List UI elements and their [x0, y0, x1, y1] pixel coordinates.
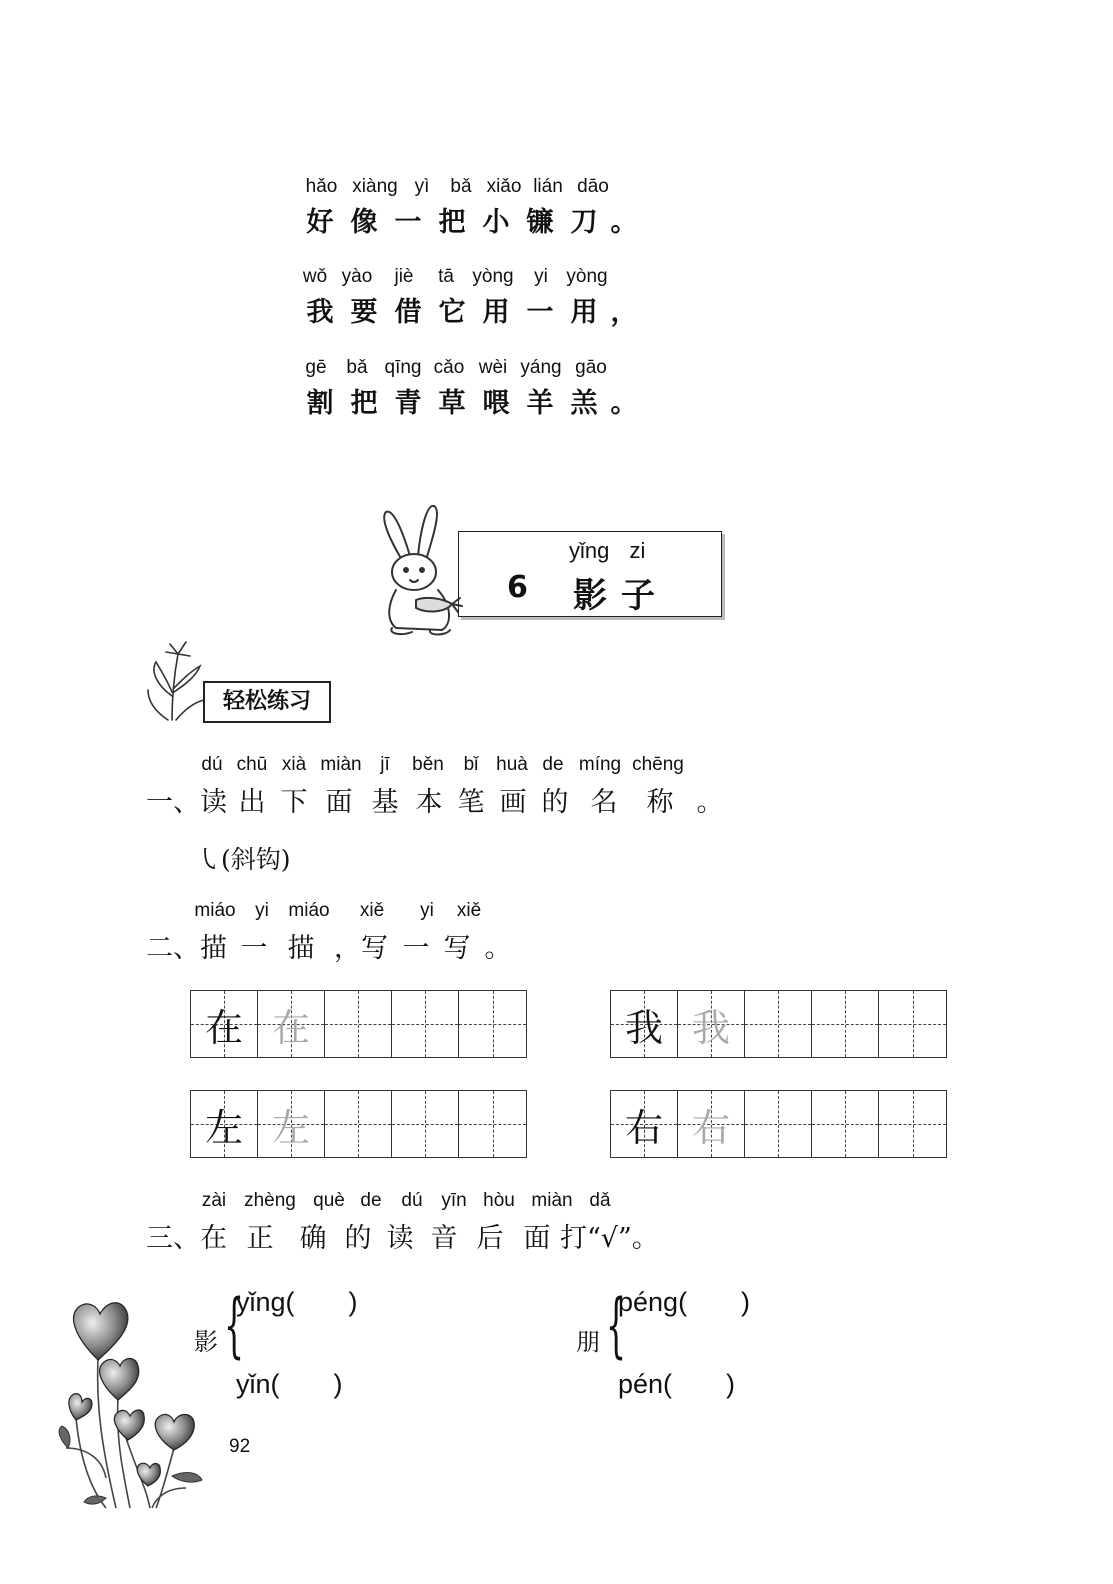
- poem-pinyin-row: [298, 176, 642, 200]
- pinyin: bǎ: [450, 176, 472, 197]
- hanzi: ，写: [334, 933, 388, 964]
- pinyin: cǎo: [433, 357, 465, 378]
- trace-char: 左: [271, 1105, 310, 1150]
- hanzi: 喂: [482, 388, 510, 419]
- trace-char: 右: [691, 1105, 730, 1150]
- hanzi: 二、描: [146, 933, 227, 964]
- hanzi: 我: [306, 297, 334, 328]
- pinyin: yi: [420, 900, 434, 921]
- hanzi: 草: [438, 388, 466, 419]
- pinyin: tā: [438, 266, 454, 287]
- grid-cell[interactable]: [678, 1091, 745, 1157]
- choice-option[interactable]: pén( ): [618, 1369, 736, 1399]
- hanzi: 确: [299, 1223, 327, 1254]
- page-number: 92: [229, 1436, 251, 1457]
- pinyin: dāo: [577, 176, 609, 197]
- pinyin: què: [313, 1190, 345, 1211]
- hanzi: 羊: [526, 388, 554, 419]
- lesson-number: 6: [507, 570, 528, 605]
- hanzi: 出: [238, 787, 266, 818]
- section-label: 轻松练习: [203, 681, 331, 723]
- pinyin: běn: [412, 754, 444, 775]
- hanzi: 一、读: [146, 787, 227, 818]
- q3-pinyin-row: [194, 1190, 620, 1212]
- brace-icon: {: [224, 1284, 245, 1366]
- q1-pinyin-row: [192, 754, 688, 776]
- punctuation: 。: [696, 787, 724, 818]
- writing-grid-zai: [190, 990, 527, 1058]
- grid-cell[interactable]: [745, 1091, 812, 1157]
- pinyin: yòng: [566, 266, 608, 287]
- grid-cell[interactable]: [745, 991, 812, 1057]
- hanzi: 音: [430, 1223, 458, 1254]
- pinyin: yi: [255, 900, 269, 921]
- grid-cell[interactable]: [392, 991, 459, 1057]
- pinyin: bǐ: [463, 754, 479, 775]
- hanzi: 借: [394, 297, 422, 328]
- pinyin: míng: [578, 754, 622, 775]
- pinyin: dú: [401, 1190, 423, 1211]
- pinyin: yīn: [441, 1190, 467, 1211]
- model-char: 左: [204, 1105, 243, 1150]
- grid-cell: [191, 1091, 258, 1157]
- model-char: 我: [624, 1005, 663, 1050]
- choice-option[interactable]: péng( ): [618, 1287, 751, 1317]
- q3-question: [146, 1216, 690, 1255]
- punctuation: 。: [484, 933, 512, 964]
- poem-line-3: [298, 357, 642, 417]
- trace-char: 在: [271, 1005, 310, 1050]
- hanzi: 称: [646, 787, 674, 818]
- pinyin: miàn: [531, 1190, 573, 1211]
- pinyin: lián: [533, 176, 563, 197]
- hanzi: 镰: [526, 207, 554, 238]
- hanzi: 用: [570, 297, 598, 328]
- pinyin: de: [360, 1190, 382, 1211]
- q2-pinyin-row: [190, 900, 494, 922]
- hanzi: 刀: [570, 207, 598, 238]
- poem-hanzi-row: [298, 200, 642, 236]
- heart-flowers-decoration: [46, 1298, 216, 1510]
- brace-icon: {: [606, 1284, 627, 1366]
- hanzi: 面: [325, 787, 353, 818]
- pinyin: miàn: [320, 754, 362, 775]
- hanzi: 好: [306, 207, 334, 238]
- hanzi: 用: [482, 297, 510, 328]
- hanzi: 打“√”。: [560, 1223, 659, 1254]
- punctuation: 。: [610, 207, 638, 238]
- pinyin: hòu: [483, 1190, 515, 1211]
- hanzi: 把: [438, 207, 466, 238]
- hanzi: 羔: [570, 388, 598, 419]
- pinyin: bǎ: [346, 357, 368, 378]
- poem-pinyin-row: [298, 357, 642, 381]
- pinyin: yòng: [472, 266, 514, 287]
- grid-cell: [611, 1091, 678, 1157]
- q2-question: [146, 926, 518, 965]
- writing-grid-zuo: [190, 1090, 527, 1158]
- pinyin: wèi: [478, 357, 508, 378]
- poem-hanzi-row: [298, 381, 642, 417]
- writing-grid-wo: [610, 990, 947, 1058]
- pinyin: jiè: [394, 266, 414, 287]
- choice-char-peng: 朋: [576, 1328, 600, 1356]
- hanzi: 一: [394, 207, 422, 238]
- q1-question: [146, 780, 732, 819]
- grid-cell[interactable]: [879, 1091, 946, 1157]
- hanzi: 一: [526, 297, 554, 328]
- lesson-title-pinyin: yǐng zi: [569, 538, 646, 563]
- pinyin: yì: [414, 176, 430, 197]
- writing-grid-you: [610, 1090, 947, 1158]
- hanzi: 写: [443, 933, 471, 964]
- grid-cell: [191, 991, 258, 1057]
- pinyin: jī: [380, 754, 390, 775]
- grid-cell[interactable]: [459, 1091, 526, 1157]
- hanzi: 描: [287, 933, 315, 964]
- hanzi: 小: [482, 207, 510, 238]
- pinyin: huà: [496, 754, 528, 775]
- grid-cell[interactable]: [678, 991, 745, 1057]
- grid-cell: [611, 991, 678, 1057]
- pinyin: xiǎo: [486, 176, 522, 197]
- pinyin: xiě: [456, 900, 482, 921]
- choice-option[interactable]: yǐng( ): [236, 1287, 358, 1317]
- hanzi: 像: [350, 207, 378, 238]
- grid-cell[interactable]: [392, 1091, 459, 1157]
- pinyin: chēng: [632, 754, 684, 775]
- pinyin: wǒ: [302, 266, 328, 287]
- hanzi: 的: [344, 1223, 372, 1254]
- hanzi: 画: [499, 787, 527, 818]
- pinyin: xiě: [359, 900, 385, 921]
- pinyin: xià: [281, 754, 307, 775]
- hanzi: 本: [415, 787, 443, 818]
- flower-decoration: [142, 636, 212, 726]
- lesson-title: 影子: [573, 576, 669, 616]
- hanzi: 读: [386, 1223, 414, 1254]
- hanzi: 后: [476, 1223, 504, 1254]
- hanzi: 它: [438, 297, 466, 328]
- hanzi: 基: [371, 787, 399, 818]
- model-char: 右: [624, 1105, 663, 1150]
- grid-cell[interactable]: [812, 1091, 879, 1157]
- hanzi: 正: [246, 1223, 274, 1254]
- hanzi: 笔: [457, 787, 485, 818]
- grid-cell[interactable]: [325, 1091, 392, 1157]
- pinyin: dú: [201, 754, 223, 775]
- pinyin: xiàng: [352, 176, 398, 197]
- grid-cell[interactable]: [258, 991, 325, 1057]
- pinyin: dǎ: [589, 1190, 611, 1211]
- grid-cell[interactable]: [258, 1091, 325, 1157]
- pinyin: miáo: [288, 900, 330, 921]
- punctuation: ，: [610, 297, 638, 328]
- punctuation: 。: [610, 388, 638, 419]
- hanzi: 要: [350, 297, 378, 328]
- hanzi: 割: [306, 388, 334, 419]
- pinyin: yào: [341, 266, 373, 287]
- hanzi: 一: [240, 933, 268, 964]
- grid-cell[interactable]: [459, 991, 526, 1057]
- hanzi: 三、在: [146, 1223, 227, 1254]
- pinyin: miáo: [194, 900, 236, 921]
- pinyin: de: [542, 754, 564, 775]
- choice-char-ying: 影: [194, 1328, 218, 1356]
- grid-cell[interactable]: [325, 991, 392, 1057]
- pinyin: yi: [534, 266, 548, 287]
- pinyin: qīng: [384, 357, 422, 378]
- pinyin: chū: [236, 754, 268, 775]
- grid-cell[interactable]: [812, 991, 879, 1057]
- grid-cell[interactable]: [879, 991, 946, 1057]
- choice-option[interactable]: yǐn( ): [236, 1369, 343, 1399]
- hanzi: 青: [394, 388, 422, 419]
- pinyin: zài: [201, 1190, 227, 1211]
- trace-char: 我: [691, 1005, 730, 1050]
- hanzi: 面: [523, 1223, 551, 1254]
- hanzi: 下: [280, 787, 308, 818]
- poem-pinyin-row: [298, 266, 642, 290]
- pinyin: yáng: [520, 357, 562, 378]
- hanzi: 把: [350, 388, 378, 419]
- hanzi: 名: [590, 787, 618, 818]
- poem-hanzi-row: [298, 290, 642, 326]
- pinyin: gē: [305, 357, 327, 378]
- hanzi: 一: [402, 933, 430, 964]
- pinyin: hǎo: [305, 176, 338, 197]
- model-char: 在: [204, 1005, 243, 1050]
- hanzi: 的: [541, 787, 569, 818]
- stroke-name-note: ㇂(斜钩): [196, 845, 291, 874]
- poem-line-1: [298, 176, 642, 236]
- pinyin: zhèng: [244, 1190, 296, 1211]
- pinyin: gāo: [575, 357, 607, 378]
- lesson-title-box: [458, 531, 722, 617]
- poem-line-2: [298, 266, 642, 326]
